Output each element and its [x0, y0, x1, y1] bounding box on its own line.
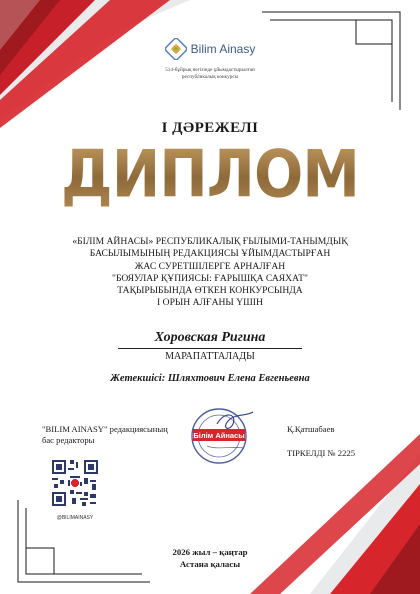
issue-date: 2026 жыл – қаңтар [172, 547, 248, 557]
award-reason [30, 236, 390, 310]
degree-heading: І ДӘРЕЖЕЛІ [161, 120, 259, 136]
award-reason-line: ТАҚЫРЫБЫНДА ӨТКЕН КОНКУРСЫНДА [117, 285, 303, 297]
registration-number: ТІРКЕЛДІ № 2225 [287, 448, 355, 458]
award-reason-line: ЖАС СУРЕТШІЛЕРГЕ АРНАЛҒАН [134, 260, 286, 272]
award-verb: МАРАПАТТАЛАДЫ [165, 351, 255, 362]
logo-caption [0, 67, 420, 81]
stamp-text: Білім Айнасы [193, 431, 245, 440]
name-underline [118, 348, 302, 349]
chief-editor-line-2: бас редакторы [42, 435, 95, 445]
bilim-ainasy-logo-icon [165, 38, 187, 60]
diploma-title: ДИПЛОМ [0, 136, 420, 212]
award-reason-line: «БІЛІМ АЙНАСЫ» РЕСПУБЛИКАЛЫҚ ҒЫЛЫМИ-ТАНЫМДЫҚ [72, 236, 348, 247]
logo [0, 38, 420, 81]
recipient-name: Хоровская Ригина [154, 330, 266, 345]
official-stamp [177, 402, 267, 472]
award-reason-line: І ОРЫН АЛҒАНЫ ҮШІН [157, 297, 263, 309]
award-reason-line: БАСЫЛЫМЫНЫҢ РЕДАКЦИЯСЫ ҰЙЫМДАСТЫРҒАН [89, 248, 331, 260]
social-handle: @BILIMAINASY [56, 515, 94, 521]
qr-code[interactable] [50, 458, 100, 508]
chief-editor-line-1: "BILIM AINASY" редакциясының [42, 424, 168, 434]
award-reason-line: "БОЯУЛАР ҚҰПИЯСЫ: ҒАРЫШҚА САЯХАТ" [112, 272, 308, 284]
chief-editor-title [42, 424, 168, 446]
issue-date-place [0, 546, 420, 570]
logo-caption-line-2: республикалық конкурсы [181, 74, 239, 80]
signer-name: Қ.Қатшабаев [287, 424, 335, 434]
issue-city: Астана қаласы [179, 559, 241, 569]
supervisor-name: Жетекшісі: Шляхтович Елена Евгеньевна [110, 373, 310, 384]
logo-brand-name: Bilim Ainasy [190, 42, 256, 56]
logo-caption-line-1: 514-бұйрық негізінде ұйымдастырылған [165, 67, 255, 73]
